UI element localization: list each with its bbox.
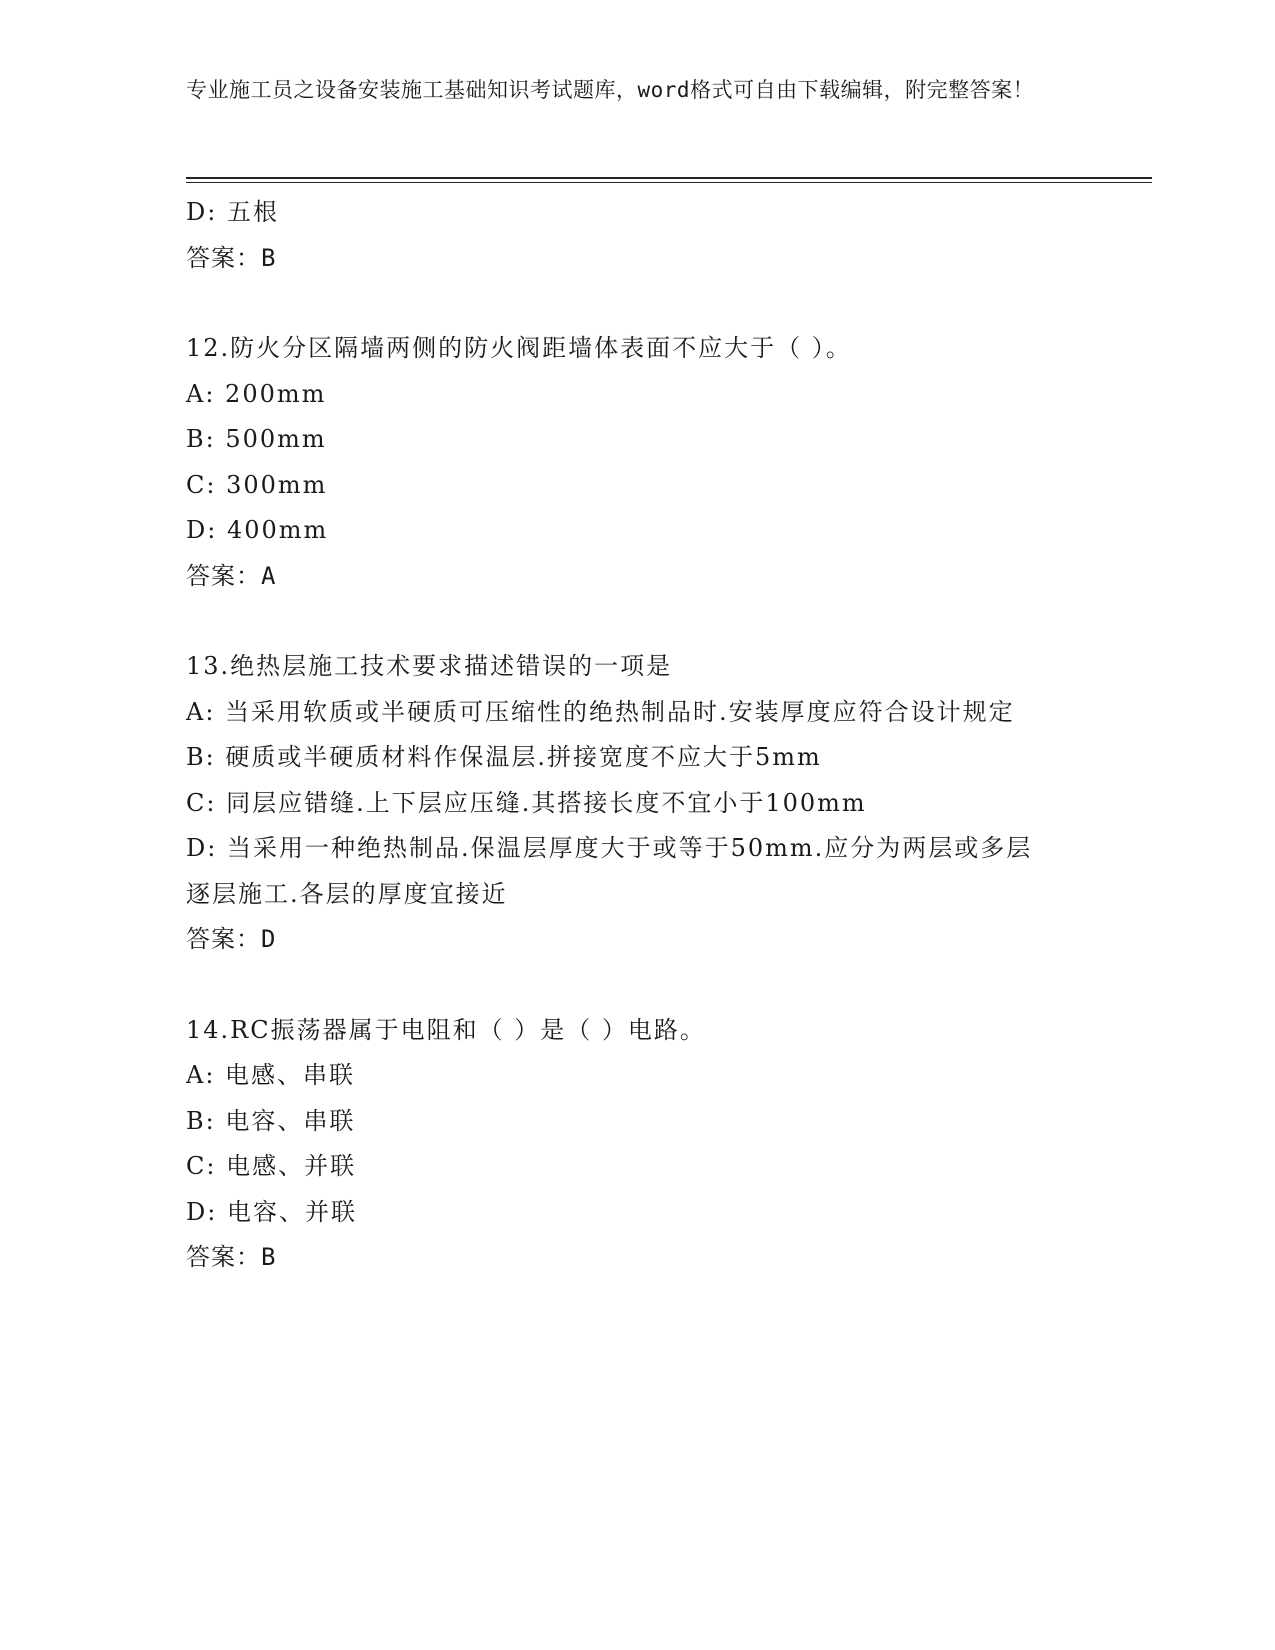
header-divider-thin	[186, 182, 1152, 183]
question-block	[186, 644, 1086, 963]
option-d: D: 五根	[186, 198, 279, 226]
question-block	[186, 1008, 1086, 1281]
option-a: A: 200mm	[186, 379, 327, 408]
answer-line: 答案：B	[186, 243, 277, 272]
option-c: C: 300mm	[186, 470, 328, 499]
answer-line: 答案：B	[186, 1243, 277, 1271]
option-d: D: 当采用一种绝热制品.保温层厚度大于或等于50mm.应分为两层或多层逐层施工.各层的厚度宜接近	[186, 834, 1033, 908]
option-a: A: 当采用软质或半硬质可压缩性的绝热制品时.安装厚度应符合设计规定	[186, 697, 1015, 726]
question-block	[186, 326, 1086, 599]
option-d: D: 400mm	[186, 516, 329, 544]
question-text: 12.防火分区隔墙两侧的防火阀距墙体表面不应大于（ ）。	[186, 334, 852, 362]
spacer	[186, 281, 1086, 326]
spacer	[186, 963, 1086, 1008]
option-a: A: 电感、串联	[186, 1061, 356, 1089]
question-list	[186, 190, 1086, 1281]
question-text: 14.RC振荡器属于电阻和（ ）是（ ）电路。	[186, 1015, 706, 1044]
option-b: B: 500mm	[186, 425, 327, 453]
option-c: C: 同层应错缝.上下层应压缝.其搭接长度不宜小于100mm	[186, 788, 867, 817]
document-header: 专业施工员之设备安装施工基础知识考试题库，word格式可自由下载编辑，附完整答案！	[186, 78, 1035, 102]
question-text: 13.绝热层施工技术要求描述错误的一项是	[186, 652, 673, 680]
question-block	[186, 190, 1086, 281]
answer-line: 答案：A	[186, 561, 277, 590]
option-c: C: 电感、并联	[186, 1152, 357, 1180]
answer-line: 答案：D	[186, 925, 277, 953]
spacer	[186, 599, 1086, 644]
option-b: B: 硬质或半硬质材料作保温层.拼接宽度不应大于5mm	[186, 743, 822, 771]
header-divider-thick	[186, 177, 1152, 179]
option-d: D: 电容、并联	[186, 1197, 357, 1226]
option-b: B: 电容、串联	[186, 1106, 356, 1135]
